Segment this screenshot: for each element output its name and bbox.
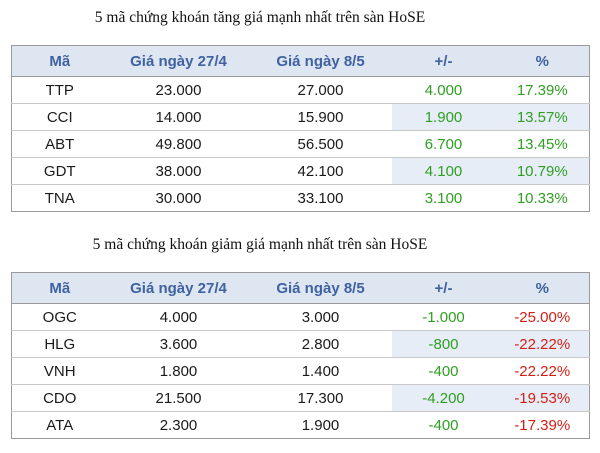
cell-percent: 13.57% xyxy=(496,104,590,131)
cell-price-8-5: 1.900 xyxy=(301,416,340,434)
header-code: Mã xyxy=(12,273,108,304)
cell-price-8-5: 56.500 xyxy=(250,131,392,158)
cell-code: TNA xyxy=(44,189,75,207)
gainers-caption: 5 mã chứng khoán tăng giá mạnh nhất trên sàn HoSE xyxy=(94,9,426,26)
cell-change: 3.100 xyxy=(392,185,496,212)
cell-change: 4.000 xyxy=(392,77,496,104)
table-row xyxy=(12,104,590,131)
cell-percent: -17.39% xyxy=(496,412,590,439)
losers-caption: 5 mã chứng khoán giảm giá mạnh nhất trên sàn HoSE xyxy=(92,236,428,253)
header-percent: % xyxy=(496,46,590,77)
table-row xyxy=(12,77,590,104)
cell-change: -800 xyxy=(392,331,496,358)
cell-code: ABT xyxy=(12,131,108,158)
cell-percent: 17.39% xyxy=(496,77,590,104)
cell-change: -400 xyxy=(392,358,496,385)
table-row xyxy=(12,185,590,212)
header-price-27-4: Giá ngày 27/4 xyxy=(108,46,250,77)
cell-price-8-5: 42.100 xyxy=(250,158,392,185)
cell-percent: -19.53% xyxy=(496,385,590,412)
header-price-8-5: Giá ngày 8/5 xyxy=(250,273,392,304)
cell-price-8-5: 27.000 xyxy=(250,77,392,104)
table-row xyxy=(12,331,590,358)
cell-price-8-5: 2.800 xyxy=(250,331,392,358)
cell-price-27-4: 4.000 xyxy=(108,304,250,331)
cell-price-27-4: 49.800 xyxy=(108,131,250,158)
cell-change: -1.000 xyxy=(392,304,496,331)
header-percent: % xyxy=(496,273,590,304)
cell-price-8-5: 33.100 xyxy=(297,189,344,207)
cell-price-8-5: 17.300 xyxy=(250,385,392,412)
cell-price-8-5: 15.900 xyxy=(250,104,392,131)
cell-code: ATA xyxy=(46,416,74,434)
cell-code: VNH xyxy=(12,358,108,385)
table-row xyxy=(12,158,590,185)
cell-percent: 10.33% xyxy=(496,185,590,212)
cell-code: GDT xyxy=(12,158,108,185)
table-row xyxy=(12,304,590,331)
cell-percent: -22.22% xyxy=(496,358,590,385)
table-header-row xyxy=(12,46,590,77)
cell-percent: 13.45% xyxy=(496,131,590,158)
cell-change: 4.100 xyxy=(392,158,496,185)
cell-price-27-4: 38.000 xyxy=(108,158,250,185)
table-header-row xyxy=(12,273,590,304)
cell-code: CDO xyxy=(12,385,108,412)
table-row xyxy=(12,385,590,412)
cell-change: -400 xyxy=(392,412,496,439)
cell-price-27-4: 21.500 xyxy=(108,385,250,412)
header-change: +/- xyxy=(392,46,496,77)
cell-price-8-5: 3.000 xyxy=(250,304,392,331)
cell-code: TTP xyxy=(12,77,108,104)
cell-price-27-4: 1.800 xyxy=(108,358,250,385)
header-price-8-5: Giá ngày 8/5 xyxy=(250,46,392,77)
cell-price-27-4: 30.000 xyxy=(155,189,202,207)
cell-code: CCI xyxy=(12,104,108,131)
header-code: Mã xyxy=(12,46,108,77)
cell-code: HLG xyxy=(12,331,108,358)
cell-change: 1.900 xyxy=(392,104,496,131)
table-row xyxy=(12,131,590,158)
cell-percent: 10.79% xyxy=(496,158,590,185)
cell-price-8-5: 1.400 xyxy=(250,358,392,385)
cell-percent: -22.22% xyxy=(496,331,590,358)
cell-price-27-4: 23.000 xyxy=(108,77,250,104)
cell-code: OGC xyxy=(12,304,108,331)
table-row xyxy=(12,412,590,439)
cell-change: -4.200 xyxy=(392,385,496,412)
header-price-27-4: Giá ngày 27/4 xyxy=(108,273,250,304)
gainers-table xyxy=(11,45,590,212)
cell-price-27-4: 14.000 xyxy=(108,104,250,131)
losers-table xyxy=(11,272,590,439)
header-change: +/- xyxy=(392,273,496,304)
cell-price-27-4: 2.300 xyxy=(159,416,198,434)
cell-percent: -25.00% xyxy=(496,304,590,331)
cell-change: 6.700 xyxy=(392,131,496,158)
cell-price-27-4: 3.600 xyxy=(108,331,250,358)
table-row xyxy=(12,358,590,385)
